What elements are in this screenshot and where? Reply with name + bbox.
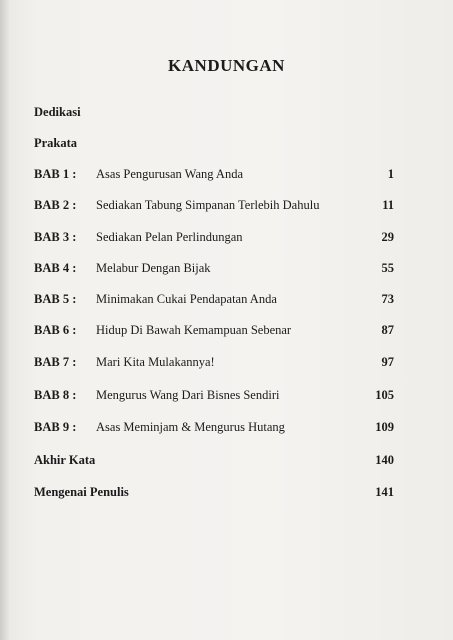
toc-entry-bab-3 — [34, 228, 394, 246]
spine-shadow — [0, 0, 10, 640]
toc-label: Prakata — [34, 136, 78, 150]
chapter-number: BAB 7 : — [34, 355, 77, 369]
chapter-number: BAB 4 : — [34, 261, 77, 275]
chapter-title: Mari Kita Mulakannya! — [96, 355, 215, 369]
chapter-number: BAB 3 : — [34, 230, 77, 244]
chapter-number: BAB 1 : — [34, 167, 77, 181]
toc-entry-bab-6 — [34, 321, 394, 339]
chapter-number: BAB 2 : — [34, 198, 77, 212]
chapter-number: BAB 8 : — [34, 388, 77, 402]
page-number: 105 — [375, 388, 394, 402]
page-number: 140 — [375, 453, 394, 467]
page-number: 29 — [381, 230, 394, 244]
toc-label: Dedikasi — [34, 105, 81, 119]
toc-entry-bab-2 — [34, 196, 394, 214]
toc-entry-bab-7 — [34, 353, 394, 371]
page-number: 55 — [381, 261, 394, 275]
chapter-title: Asas Meminjam & Mengurus Hutang — [96, 420, 285, 434]
chapter-title: Hidup Di Bawah Kemampuan Sebenar — [96, 323, 292, 337]
toc-entry-dedikasi — [34, 103, 394, 121]
toc-entry-bab-8 — [34, 386, 394, 404]
chapter-title: Sediakan Pelan Perlindungan — [96, 230, 243, 244]
chapter-number: BAB 6 : — [34, 323, 77, 337]
toc-entry-bab-1 — [34, 165, 394, 183]
chapter-title: Mengurus Wang Dari Bisnes Sendiri — [96, 388, 280, 402]
chapter-title: Minimakan Cukai Pendapatan Anda — [96, 292, 277, 306]
chapter-title: Melabur Dengan Bijak — [96, 261, 211, 275]
chapter-title: Asas Pengurusan Wang Anda — [96, 167, 244, 181]
toc-entry-akhir-kata — [34, 451, 394, 469]
page-number: 97 — [381, 355, 394, 369]
page-title: KANDUNGAN — [168, 56, 285, 75]
toc-entry-prakata — [34, 134, 394, 152]
chapter-title: Sediakan Tabung Simpanan Terlebih Dahulu — [96, 198, 320, 212]
toc-label: Akhir Kata — [34, 453, 96, 467]
page-number: 11 — [382, 198, 394, 212]
toc-entry-bab-5 — [34, 290, 394, 308]
page-number: 1 — [387, 167, 394, 181]
chapter-number: BAB 9 : — [34, 420, 77, 434]
toc-label: Mengenai Penulis — [34, 485, 129, 499]
toc-entry-mengenai-penulis — [34, 483, 394, 501]
page-number: 109 — [375, 420, 394, 434]
toc-entry-bab-9 — [34, 418, 394, 436]
page-number: 141 — [375, 485, 394, 499]
page-number: 87 — [381, 323, 394, 337]
toc-entry-bab-4 — [34, 259, 394, 277]
page-number: 73 — [381, 292, 394, 306]
chapter-number: BAB 5 : — [34, 292, 77, 306]
